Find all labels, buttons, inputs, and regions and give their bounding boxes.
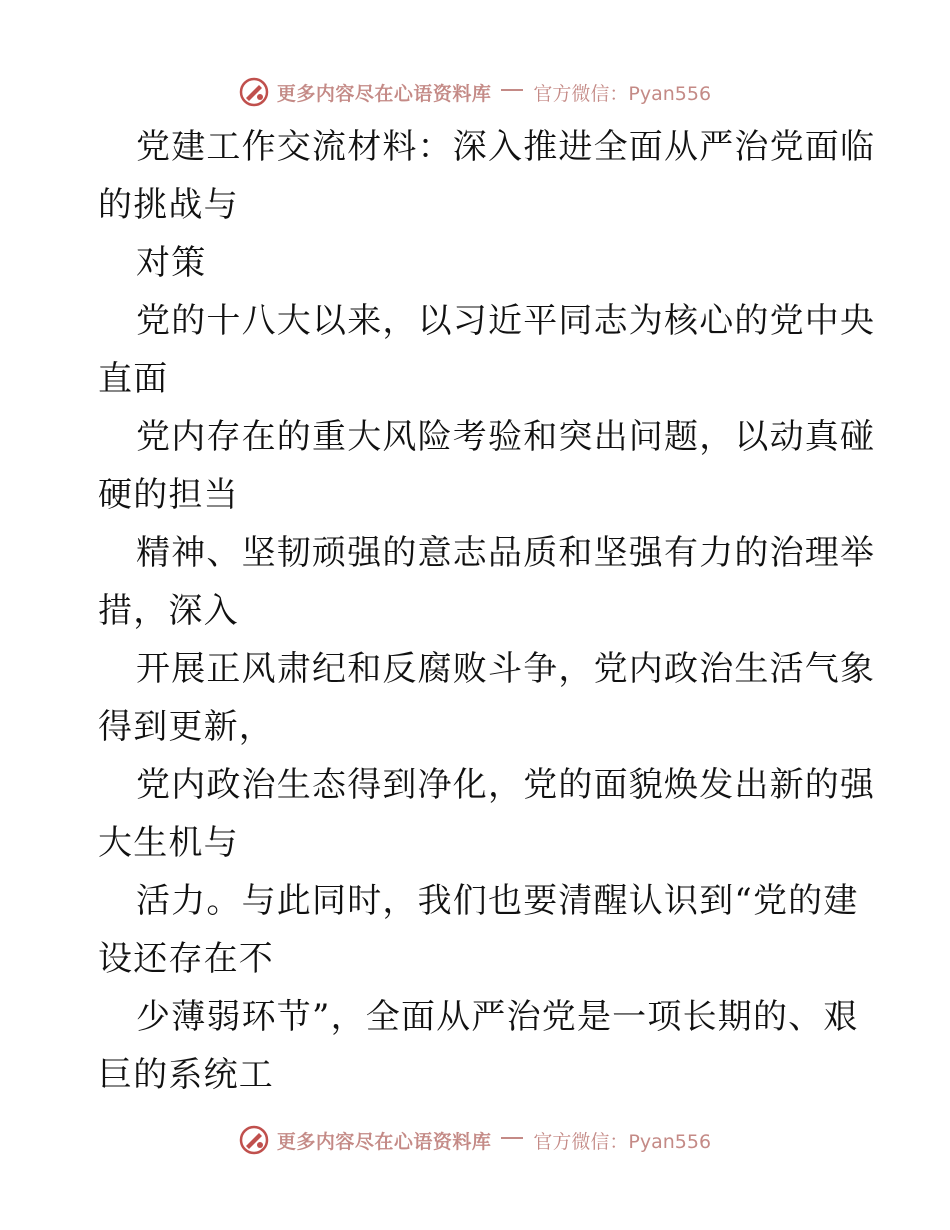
text-line: 对策 (136, 243, 207, 283)
footer-watermark (0, 1120, 950, 1160)
logo-icon (239, 1125, 269, 1155)
document-body (98, 118, 876, 1104)
text-line: 党内政治生态得到净化，党的面貌焕发出新的强 (136, 765, 876, 805)
text-line: 少薄弱环节”，全面从严治党是一项长期的、艰 (136, 997, 859, 1037)
text-line: 得到更新， (98, 707, 274, 747)
text-line: 党的十八大以来，以习近平同志为核心的党中央 (136, 301, 876, 341)
text-line: 硬的担当 (98, 475, 239, 515)
text-line: 党内存在的重大风险考验和突出问题，以动真碰 (136, 417, 876, 457)
text-line: 设还存在不 (98, 939, 274, 979)
header-watermark (0, 72, 950, 112)
watermark-contact: 官方微信：Pyan556 (533, 1130, 712, 1153)
text-line: 的挑战与 (98, 185, 239, 225)
watermark-dash (501, 1137, 523, 1139)
logo-icon (239, 77, 269, 107)
text-line: 措，深入 (98, 591, 239, 631)
watermark-dash (501, 89, 523, 91)
watermark-contact: 官方微信：Pyan556 (533, 82, 712, 105)
text-line: 巨的系统工 (98, 1055, 274, 1095)
text-line: 党建工作交流材料：深入推进全面从严治党面临 (136, 127, 876, 167)
watermark-title: 更多内容尽在心语资料库 (276, 82, 492, 105)
text-line: 直面 (98, 359, 169, 399)
text-line: 活力。与此同时，我们也要清醒认识到“党的建 (136, 881, 859, 921)
text-line: 开展正风肃纪和反腐败斗争，党内政治生活气象 (136, 649, 876, 689)
watermark-title: 更多内容尽在心语资料库 (276, 1130, 492, 1153)
text-line: 精神、坚韧顽强的意志品质和坚强有力的治理举 (136, 533, 876, 573)
text-line: 大生机与 (98, 823, 239, 863)
